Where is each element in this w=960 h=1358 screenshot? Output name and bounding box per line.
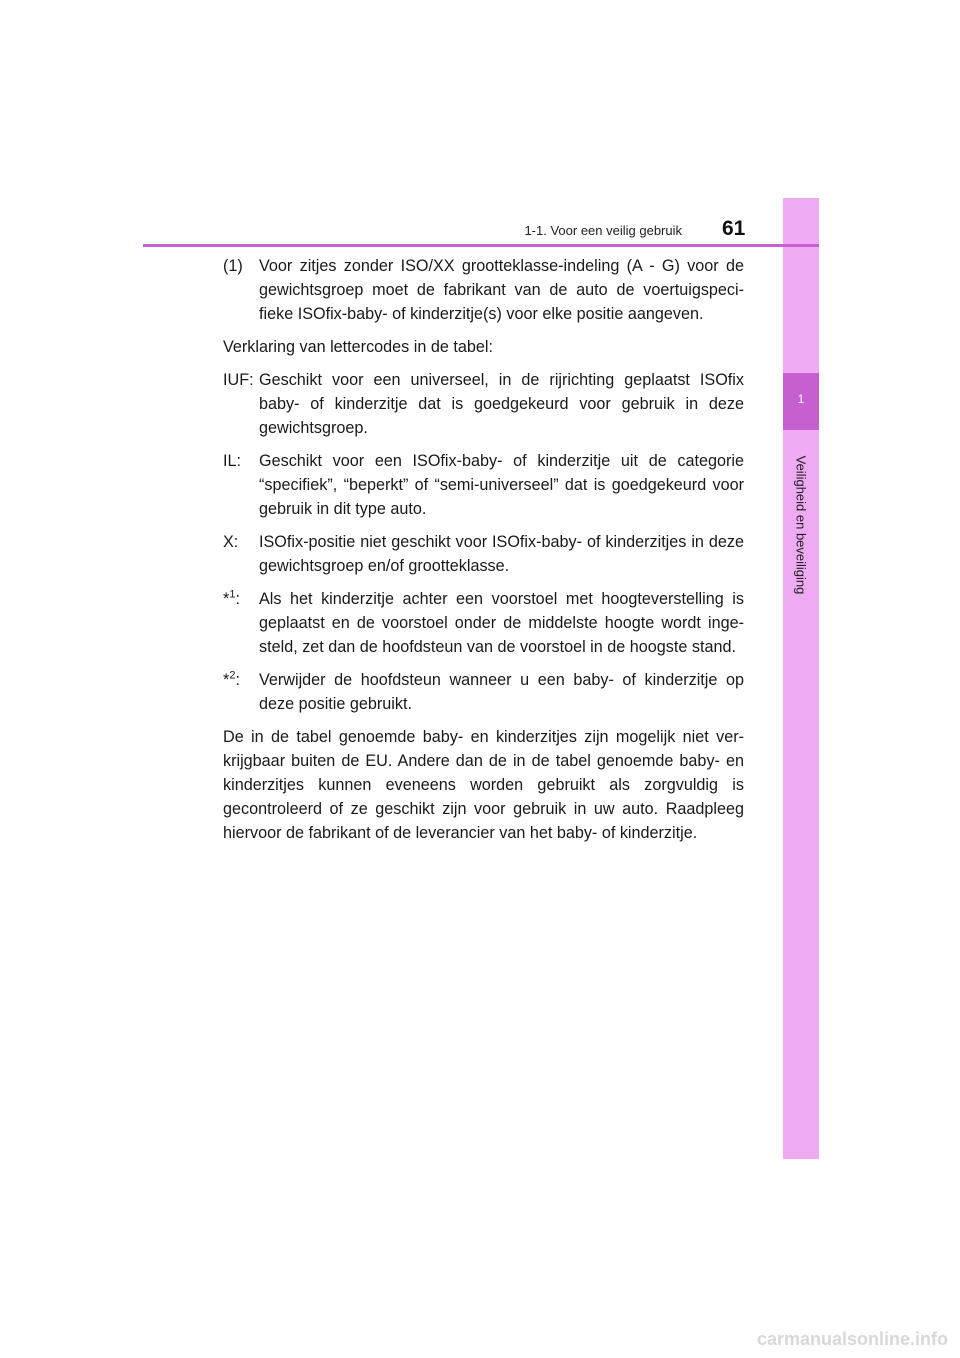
- code-text: ISOfix-positie niet geschikt voor ISOfix-baby- of kinderzitjes in deze gewichtsgroep en/of grootteklasse.: [259, 533, 744, 575]
- section-title: 1-1. Voor een veilig gebruik: [524, 223, 682, 238]
- footnote-number: 1: [229, 588, 236, 601]
- page-number: 61: [722, 217, 746, 240]
- footnote-label: *$^2$:: [223, 669, 240, 689]
- item-label: (1): [223, 257, 243, 275]
- code-label: IUF:: [223, 371, 254, 389]
- page-content: [223, 254, 744, 854]
- chapter-title: Veiligheid en beveiliging: [793, 455, 809, 595]
- footnote-mark: *: [223, 590, 230, 608]
- footnote-label: *$^1$:: [223, 588, 240, 608]
- closing-paragraph: De in de tabel genoemde baby- en kinderzitjes zijn mogelijk niet ver-krijgbaar buiten de EU. Andere dan de in de tabel genoemde baby- en kinderzitjes kunnen eveneens worden gebruikt als zorgvuldig is gecontroleerd of ze geschikt zijn voor gebruik in uw auto. Raadpleeg hiervoor de fabrikant of de leverancier van het baby- of kinderzitje.: [223, 728, 744, 842]
- chapter-side-tab: [783, 198, 819, 1159]
- list-item: [223, 254, 744, 326]
- footnote-number: 2: [229, 669, 236, 682]
- code-row: [223, 368, 744, 440]
- footnote-mark: *: [223, 671, 230, 689]
- header-divider: [143, 244, 819, 247]
- code-label: X:: [223, 533, 239, 551]
- item-text: Voor zitjes zonder ISO/XX grootteklasse-indeling (A - G) voor de gewichtsgroep moet de fabrikant van de auto de voertuigspeci-fieke ISOfix-baby- of kinderzitje(s) voor elke positie aangeven.: [259, 257, 744, 323]
- code-label: IL:: [223, 452, 241, 470]
- footnote-row: [223, 587, 744, 659]
- chapter-number: 1: [797, 392, 805, 406]
- footnote-text: Verwijder de hoofdsteun wanneer u een baby- of kinderzitje op deze positie gebruikt.: [259, 671, 744, 713]
- watermark-logo: carmanualsonline.info: [756, 1329, 948, 1349]
- code-text: Geschikt voor een universeel, in de rijrichting geplaatst ISOfix baby- of kinderzitje dat is goedgekeurd voor gebruik in deze gewichtsgroep.: [259, 371, 744, 437]
- footnote-row: [223, 668, 744, 716]
- legend-intro: Verklaring van lettercodes in de tabel:: [223, 338, 493, 356]
- code-row: [223, 530, 744, 578]
- footnote-text: Als het kinderzitje achter een voorstoel met hoogteverstelling is geplaatst en de voorstoel onder de middelste hoogte wordt inge-steld, zet dan de hoofdsteun van de voorstoel in de hoogste stand.: [259, 590, 744, 656]
- code-row: [223, 449, 744, 521]
- code-text: Geschikt voor een ISOfix-baby- of kinderzitje uit de categorie “specifiek”, “beperkt” of “semi-universeel” dat is goedgekeurd voor gebruik in dit type auto.: [259, 452, 744, 518]
